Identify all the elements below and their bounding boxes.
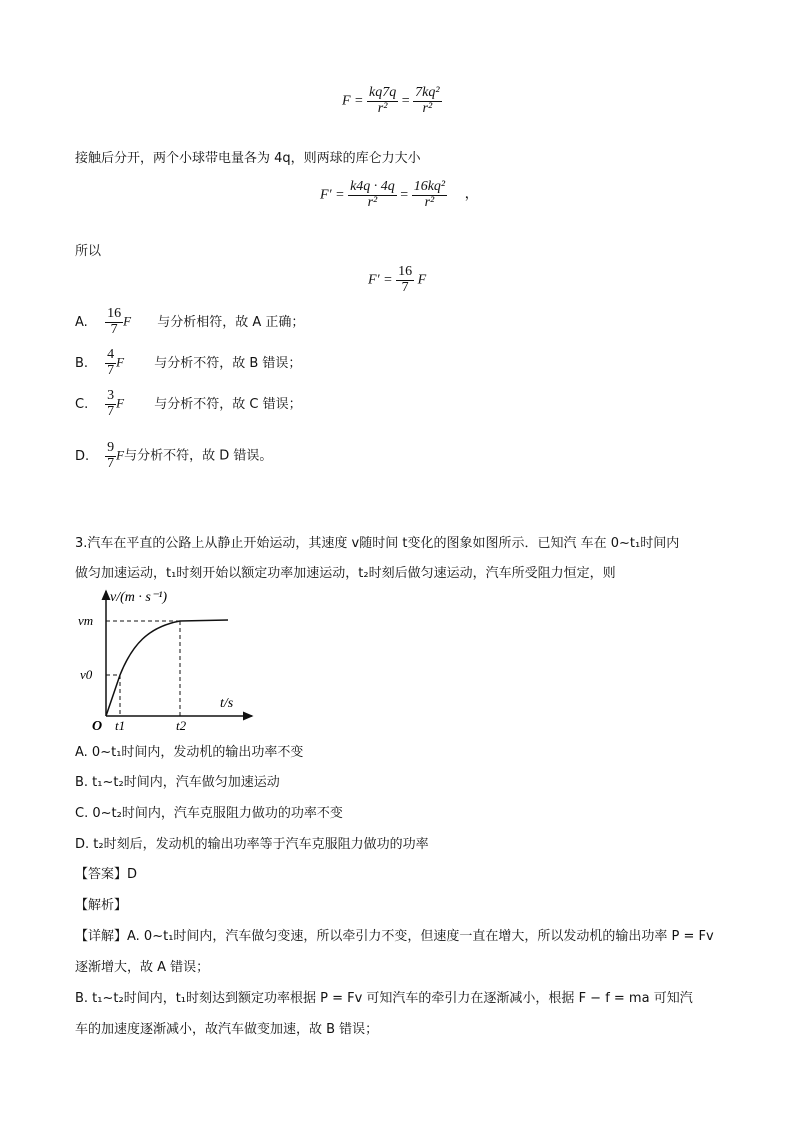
prev-option-a: [75, 307, 304, 337]
prev-option-b-fraction: [105, 348, 116, 378]
eq1-fraction-1: [367, 86, 398, 116]
prev-option-a-f: F: [123, 313, 132, 329]
prev-option-d-den: 7: [107, 455, 115, 471]
v0-label: v0: [80, 667, 93, 682]
question-3-line-1: 3.汽车在平直的公路上从静止开始运动，其速度 v随时间 t变化的图象如图所示．已知汽 车在 0~t₁时间内: [75, 536, 680, 551]
prev-option-a-fraction: [105, 307, 123, 337]
prev-option-a-label: A.: [75, 314, 88, 330]
eq2-num1: k4q · 4q: [350, 179, 395, 194]
eq1-num1: kq7q: [369, 85, 397, 100]
equation-result: [368, 265, 426, 295]
eq1-num2: 7kq²: [415, 85, 440, 100]
prev-option-d-f: F: [116, 447, 125, 463]
prev-option-c-fraction: [105, 389, 116, 419]
prev-option-d: [75, 441, 272, 471]
prev-option-c-num: 3: [107, 388, 115, 403]
eq3-den: 7: [401, 279, 409, 295]
prev-option-c: [75, 389, 302, 419]
prev-option-b-f: F: [116, 354, 125, 370]
question-3-line-2: 做匀加速运动，t₁时刻开始以额定功率加速运动，t₂时刻后做匀速运动，汽车所受阻力恒定，则: [75, 566, 616, 581]
t2-label: t2: [176, 718, 187, 733]
prev-option-b: [75, 348, 301, 378]
eq3-rhs: F: [417, 272, 427, 288]
detail-b-line-1: B. t₁~t₂时间内，t₁时刻达到额定功率根据 P = Fv 可知汽车的牵引力在逐渐减小，根据 F − f = ma 可知汽: [75, 991, 693, 1006]
text-contact-split: 接触后分开，两个小球带电量各为 4q，则两球的库仑力大小: [75, 151, 421, 166]
eq2-num2: 16kq²: [413, 179, 446, 194]
vm-label: vm: [78, 613, 94, 628]
detail-a-line-2: 逐渐增大，故 A 错误；: [75, 960, 210, 975]
prev-option-d-fraction: [105, 441, 116, 471]
q3-option-d: D. t₂时刻后，发动机的输出功率等于汽车克服阻力做功的功率: [75, 837, 429, 852]
detail-b-line-2: 车的加速度逐渐减小，故汽车做变加速，故 B 错误；: [75, 1022, 379, 1037]
eq1-lhs: F =: [342, 93, 364, 109]
prev-option-c-f: F: [116, 395, 125, 411]
prev-option-c-label: C.: [75, 396, 89, 412]
eq3-num: 16: [398, 264, 413, 279]
prev-option-b-label: B.: [75, 355, 89, 371]
prev-option-a-den: 7: [110, 321, 118, 337]
eq2-den1: r²: [367, 194, 378, 210]
prev-option-c-den: 7: [107, 403, 115, 419]
eq2-fraction-1: [348, 180, 397, 210]
answer-line: 【答案】D: [75, 867, 138, 882]
eq2-tail: ，: [464, 187, 479, 203]
velocity-time-graph: [70, 585, 260, 735]
eq1-fraction-2: [413, 86, 441, 116]
eq1-den1: r²: [377, 100, 388, 116]
q3-option-b: B. t₁~t₂时间内，汽车做匀加速运动: [75, 775, 280, 790]
y-axis-label: v/(m · s⁻¹): [110, 590, 168, 605]
prev-option-b-text: 与分析不符，故 B 错误；: [154, 355, 302, 371]
eq3-fraction: [396, 265, 414, 295]
equation-coulomb-initial: F = $\frac{kq7q}{\text{r²}}$ = $\frac{\text{7kq²}}{\text{r²}}$: [342, 85, 440, 116]
eq3-lhs: F′ =: [368, 272, 393, 288]
velocity-curve: [106, 620, 228, 716]
origin-label: O: [92, 719, 103, 734]
prev-option-a-num: 16: [107, 306, 122, 321]
analysis-title: 【解析】: [75, 898, 128, 913]
detail-a-line-1: 【详解】A. 0~t₁时间内，汽车做匀变速，所以牵引力不变，但速度一直在增大，所以发动机的输出功率 P = Fv: [75, 929, 714, 944]
eq2-lhs: F′ =: [320, 187, 345, 203]
eq2-den2: r²: [424, 194, 435, 210]
prev-option-d-label: D.: [75, 448, 90, 464]
x-axis-label: t/s: [220, 696, 234, 711]
eq1-den2: r²: [422, 100, 433, 116]
t1-label: t1: [115, 718, 126, 733]
prev-option-d-text: 与分析不符，故 D 错误。: [124, 448, 273, 464]
prev-option-b-num: 4: [107, 347, 115, 362]
prev-option-d-num: 9: [107, 440, 115, 455]
text-so: 所以: [75, 244, 102, 259]
prev-option-a-text: 与分析相符，故 A 正确；: [157, 314, 305, 330]
prev-option-b-den: 7: [107, 362, 115, 378]
prev-option-c-text: 与分析不符，故 C 错误；: [154, 396, 302, 412]
eq2-fraction-2: [412, 180, 447, 210]
q3-option-a: A. 0~t₁时间内，发动机的输出功率不变: [75, 745, 304, 760]
equation-coulomb-after: F′ = $\frac{k4q \cdot 4q}{\text{r²}}$ = $\frac{\text{16kq²}}{\text{r²}}$ ，: [320, 179, 479, 210]
q3-option-c: C. 0~t₂时间内，汽车克服阻力做功的功率不变: [75, 806, 343, 821]
